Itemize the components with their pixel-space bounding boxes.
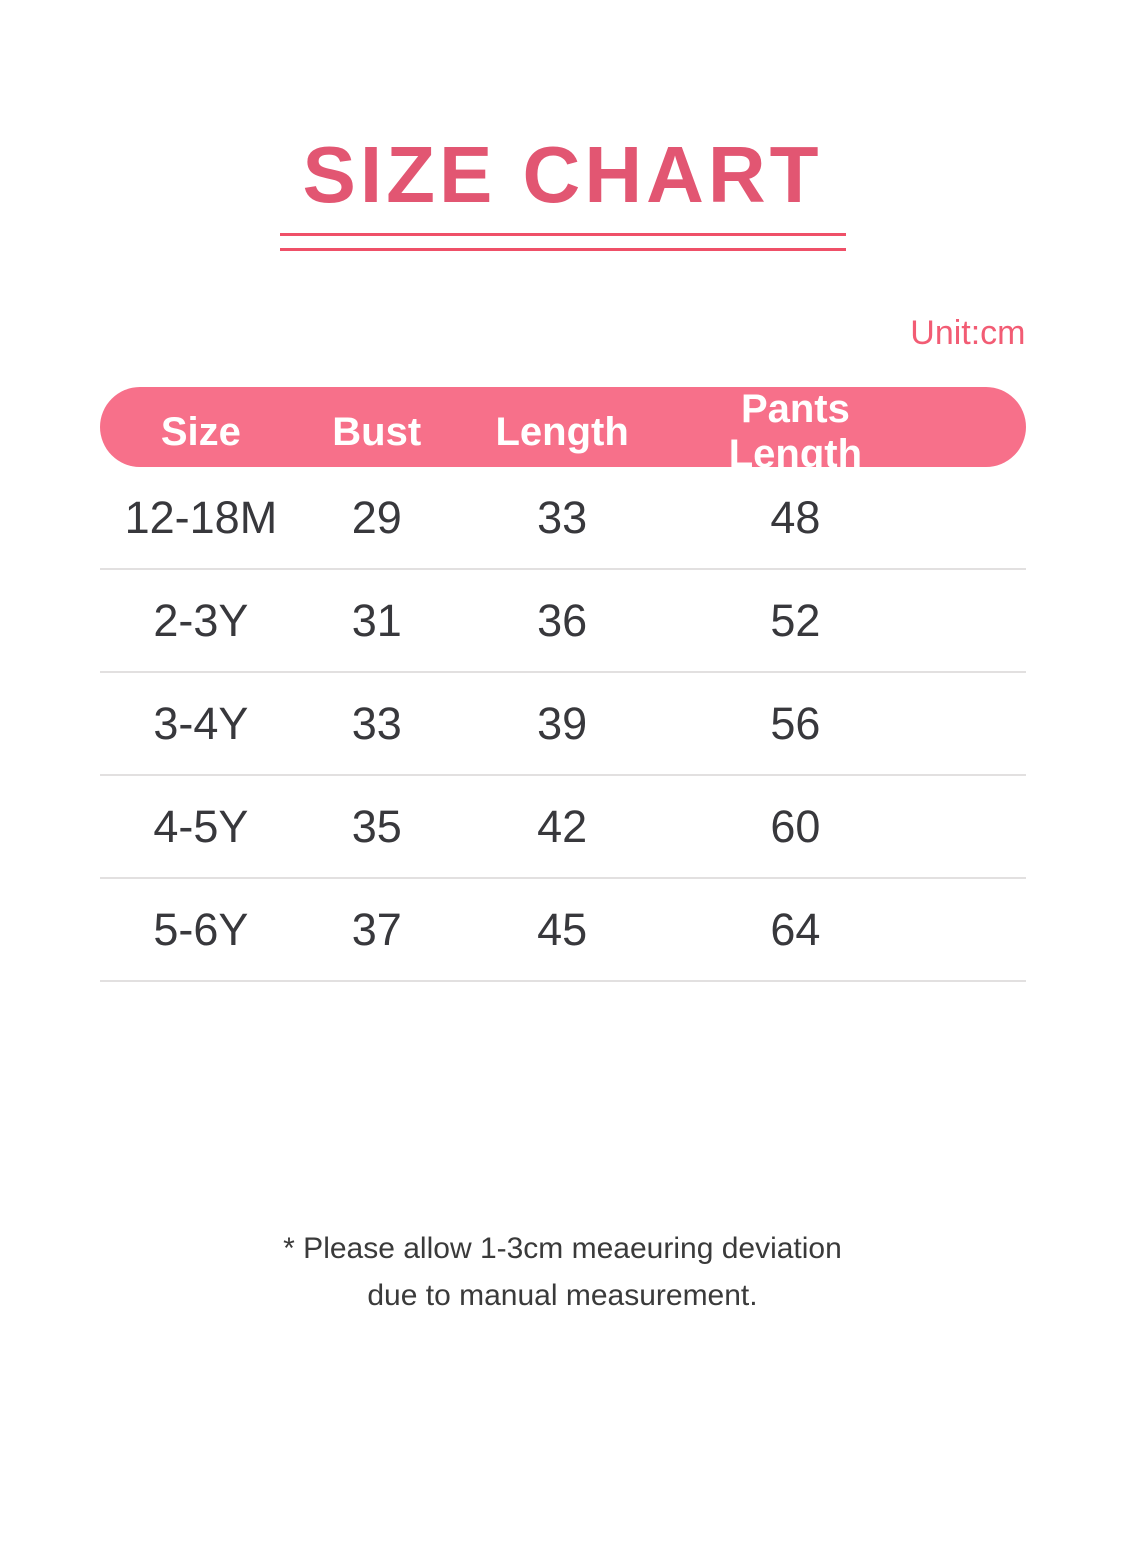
size-table	[100, 387, 1026, 982]
cell-bust: 33	[351, 697, 402, 749]
unit-label: Unit:cm	[910, 314, 1026, 352]
cell-size: 5-6Y	[153, 903, 249, 955]
cell-bust: 35	[351, 800, 402, 852]
title-underline	[280, 233, 846, 251]
cell-size: 12-18M	[124, 491, 278, 543]
cell-size: 4-5Y	[153, 800, 249, 852]
cell-length: 33	[537, 491, 588, 543]
table-row	[100, 776, 1026, 879]
title-underline-top	[280, 233, 846, 236]
cell-size: 3-4Y	[153, 697, 249, 749]
size-table-header	[100, 387, 1026, 476]
cell-bust: 29	[351, 491, 402, 543]
measurement-note	[0, 1225, 1125, 1319]
cell-length: 42	[537, 800, 588, 852]
title-underline-bottom	[280, 248, 846, 251]
table-row	[100, 570, 1026, 673]
cell-size: 2-3Y	[153, 594, 249, 646]
table-row	[100, 673, 1026, 776]
header-cell-bust: Bust	[332, 409, 422, 454]
cell-length: 45	[537, 903, 588, 955]
cell-pants-length: 52	[770, 594, 821, 646]
cell-bust: 37	[351, 903, 402, 955]
measurement-note-line1: * Please allow 1-3cm meaeuring deviation	[283, 1232, 842, 1265]
cell-length: 39	[537, 697, 588, 749]
cell-bust: 31	[351, 594, 402, 646]
header-cell-length: Length	[495, 409, 629, 454]
table-row	[100, 879, 1026, 982]
cell-pants-length: 48	[770, 491, 821, 543]
table-row	[100, 467, 1026, 570]
cell-pants-length: 64	[770, 903, 821, 955]
header-cell-pants-length: Pants Length	[728, 387, 863, 476]
page-title: SIZE CHART	[302, 130, 823, 219]
cell-pants-length: 56	[770, 697, 821, 749]
measurement-note-line2: due to manual measurement.	[367, 1279, 758, 1312]
header-cell-size: Size	[160, 409, 241, 454]
cell-length: 36	[537, 594, 588, 646]
cell-pants-length: 60	[770, 800, 821, 852]
